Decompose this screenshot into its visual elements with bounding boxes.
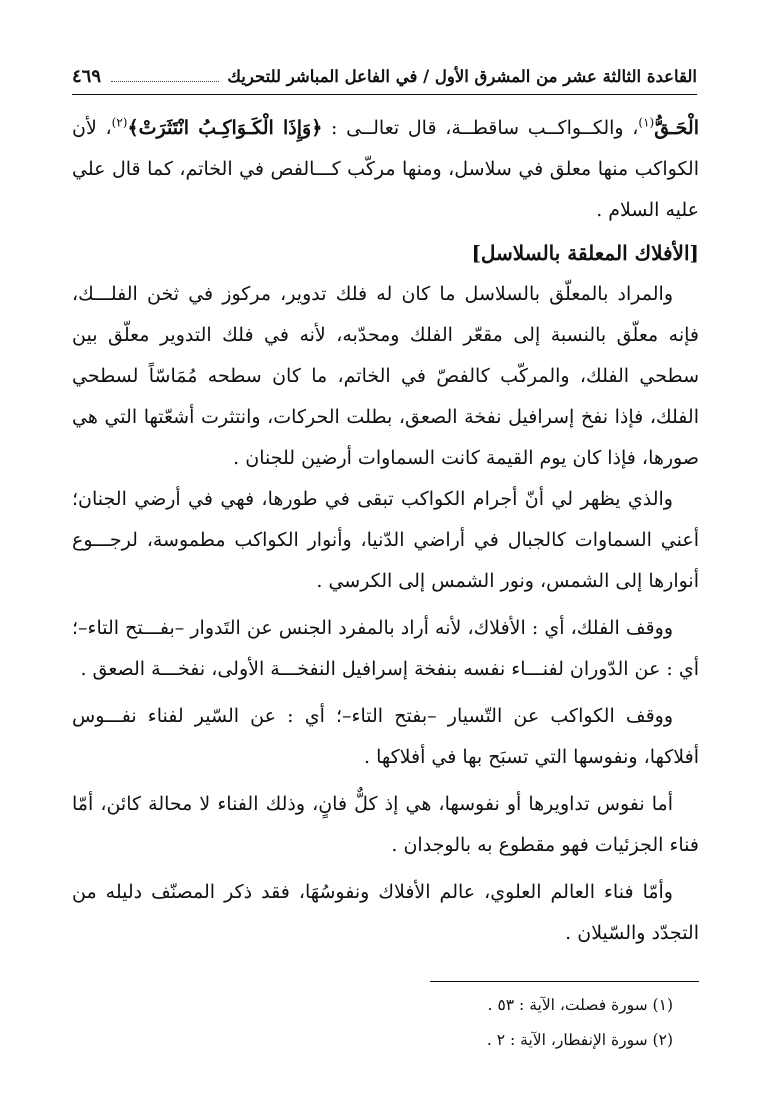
paragraph-3: والذي يظهر لي أنّ أجرام الكواكب تبقى في طورها، فهي في أرضي الجنان؛ أعني السماوات كالجبال في أراضي الدّنيا، وأنوار الكواكب مطموسة، لرجـــوع أنوارها إلى الشمس، ونور الشمس إلى الكرسي .: [72, 488, 699, 592]
paragraph-4: ووقف الفلك، أي : الأفلاك، لأنه أراد بالمفرد الجنس عن التَدوار –بفـــتح التاء–؛ أي : عن الدّوران لفنـــاء نفسه بنفخة إسرافيل النفخـــة الأولى، نفخـــة الصعق .: [72, 617, 699, 680]
footnote-1: (١) سورة فصلت، الآية : ٥٣ .: [487, 996, 673, 1014]
paragraph-1-text-a: ، والكــواكــب ساقطــة، قال تعالــى :: [322, 117, 639, 139]
page-header: [72, 58, 697, 95]
quran-quote-2: ﴿وَإِذَا الْكَـوَاكِـبُ انْتَثَرَتْ﴾: [127, 117, 323, 139]
footnote-divider: [430, 981, 699, 982]
page-number: ٤٦٩: [72, 65, 102, 87]
leader-dots: [111, 71, 219, 82]
paragraph-1-text-b: ، لأن الكواكب منها معلق في سلاسل، ومنها مركّب كـــالفص في الخاتم، كما قال علي عليه السلام .: [72, 117, 699, 221]
footnote-2: (٢) سورة الإنفطار، الآية : ٢ .: [486, 1031, 673, 1049]
footnotes: [72, 988, 699, 1058]
footnote-ref-2: (٢): [111, 115, 128, 130]
quran-quote-1: الْحَـقُّ: [654, 117, 699, 139]
running-title: القاعدة الثالثة عشر من المشرق الأول / في الفاعل المباشر للتحريك: [227, 66, 697, 86]
paragraph-1: [72, 108, 699, 231]
paragraph-7: وأمّا فناء العالم العلوي، عالم الأفلاك ونفوسُهَا، فقد ذكر المصنّف دليله من التجدّد والسّيلان .: [72, 881, 699, 944]
paragraph-6: أما نفوس تداويرها أو نفوسها، هي إذ كلٌّ فانٍ، وذلك الفناء لا محالة كائن، أمّا فناء الجزئيات فهو مقطوع به بالوجدان .: [72, 793, 699, 856]
footnote-ref-1: (١): [638, 115, 655, 130]
section-heading: [الأفلاك المعلقة بالسلاسل]: [471, 241, 699, 265]
main-text: [72, 108, 699, 954]
paragraph-5: ووقف الكواكب عن التّسيار –بفتح التاء–؛ أي : عن السّير لفناء نفـــوس أفلاكها، ونفوسها التي تسبَح بها في أفلاكها .: [72, 705, 699, 768]
paragraph-2: والمراد بالمعلّق بالسلاسل ما كان له فلك تدوير، مركوز في ثخن الفلـــك، فإنه معلّق بالنسبة إلى مقعّر الفلك ومحدّبه، لأنه في فلك التدوير معلّق بين سطحي الفلك، والمركّب كالفصّ في الخاتم، ما كان سطحه مُمَاسّاً لسطحي الفلك، فإذا نفخ إسرافيل نفخة الصعق، بطلت الحركات، وانتثرت أشعّتها التي هي صورها، فإذا كان يوم القيمة كانت السماوات أرضين للجنان .: [72, 283, 699, 469]
